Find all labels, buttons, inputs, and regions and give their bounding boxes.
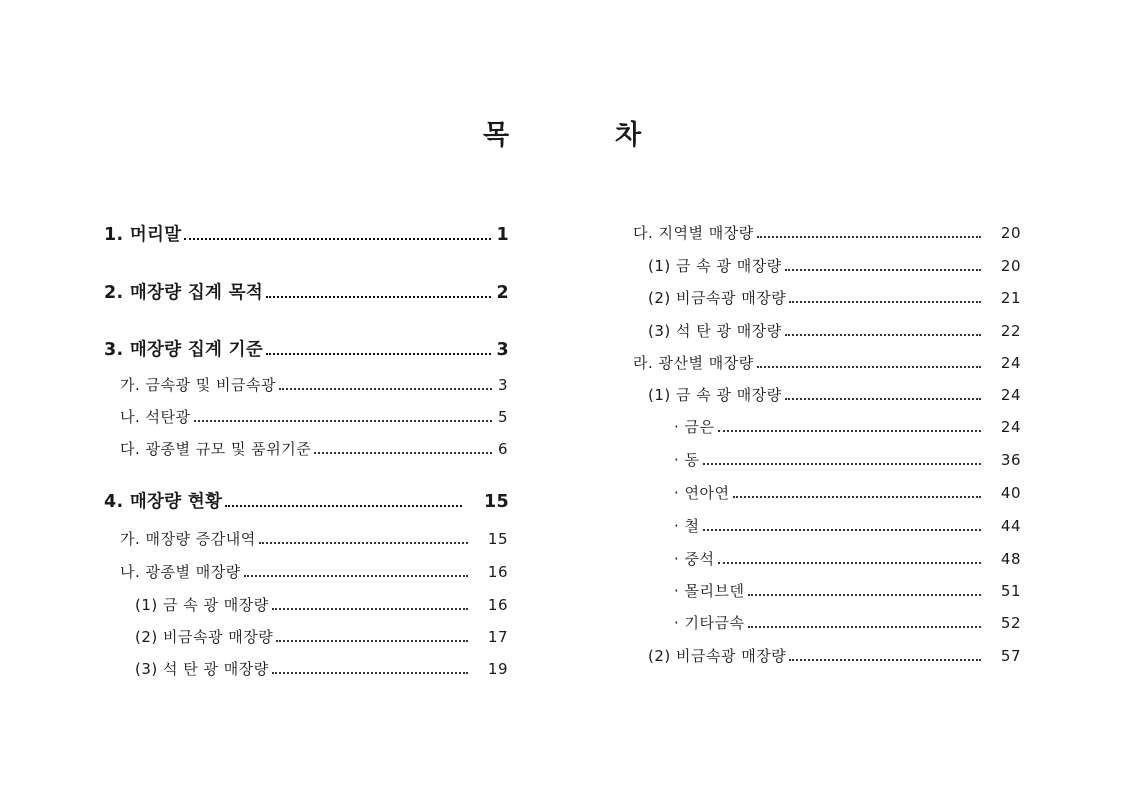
toc-entry-page: 20 [1000, 224, 1021, 242]
dot-leader [757, 236, 981, 238]
toc-entry-page: 15 [484, 492, 509, 512]
toc-entry-page: 21 [1000, 289, 1021, 307]
toc-entry-page: 2 [496, 283, 509, 303]
toc-entry-label: (2) 비금속광 매장량 [648, 647, 787, 665]
toc-entry-label: 다. 지역별 매장량 [633, 224, 754, 242]
toc-entry-page: 48 [1000, 550, 1021, 568]
dot-leader [789, 301, 981, 303]
dot-leader [703, 463, 981, 465]
toc-entry[interactable] [648, 645, 1021, 667]
toc-entry-page: 17 [487, 628, 508, 646]
toc-entry-label: 4. 매장량 현황 [104, 492, 223, 512]
toc-entry-label: · 동 [674, 451, 700, 469]
toc-entry-page: 40 [1000, 484, 1021, 502]
dot-leader [718, 430, 981, 432]
toc-entry-label: 가. 매장량 증감내역 [120, 530, 256, 548]
toc-entry[interactable] [674, 612, 1021, 634]
toc-entry[interactable] [633, 352, 1021, 374]
toc-entry-page: 3 [497, 376, 508, 394]
dot-leader [718, 562, 981, 564]
toc-entry-label: (1) 금 속 광 매장량 [648, 386, 782, 404]
toc-entry-page: 24 [1000, 354, 1021, 372]
toc-entry-page: 36 [1000, 451, 1021, 469]
dot-leader [733, 496, 981, 498]
toc-entry-label: · 금은 [674, 418, 715, 436]
toc-entry[interactable] [674, 580, 1021, 602]
dot-leader [703, 529, 981, 531]
toc-entry-label: (3) 석 탄 광 매장량 [135, 660, 269, 678]
toc-title-part-2: 차 [615, 120, 642, 151]
dot-leader [785, 398, 981, 400]
toc-entry-page: 5 [497, 408, 508, 426]
toc-entry-page: 15 [487, 530, 508, 548]
toc-entry-label: 다. 광종별 규모 및 품위기준 [120, 440, 312, 458]
toc-entry[interactable] [674, 482, 1021, 504]
toc-entry-page: 1 [496, 225, 509, 245]
toc-entry[interactable] [633, 222, 1021, 244]
toc-entry-page: 16 [487, 563, 508, 581]
toc-entry-label: 가. 금속광 및 비금속광 [120, 376, 276, 394]
dot-leader [789, 659, 981, 661]
toc-entry-label: · 철 [674, 517, 700, 535]
toc-entry-label: 3. 매장량 집계 기준 [104, 340, 264, 360]
toc-title-part-1: 목 [483, 120, 510, 151]
toc-entry-label: 라. 광산별 매장량 [633, 354, 754, 372]
toc-entry-page: 24 [1000, 386, 1021, 404]
toc-entry-page: 20 [1000, 257, 1021, 275]
toc-entry-label: · 기타금속 [674, 614, 745, 632]
toc-entry[interactable] [648, 287, 1021, 309]
toc-entry-label: 나. 석탄광 [120, 408, 191, 426]
toc-entry-label: 1. 머리말 [104, 225, 182, 245]
dot-leader [748, 594, 981, 596]
toc-entry-label: (3) 석 탄 광 매장량 [648, 322, 782, 340]
toc-entry-page: 6 [497, 440, 508, 458]
toc-entry-page: 57 [1000, 647, 1021, 665]
toc-entry-page: 51 [1000, 582, 1021, 600]
toc-entry[interactable] [674, 515, 1021, 537]
toc-entry[interactable] [648, 384, 1021, 406]
toc-entry-label: · 몰리브덴 [674, 582, 745, 600]
toc-entry[interactable] [648, 255, 1021, 277]
dot-leader [748, 626, 981, 628]
toc-entry-label: (2) 비금속광 매장량 [135, 628, 274, 646]
toc-entry-page: 3 [496, 340, 509, 360]
toc-entry-label: · 연아연 [674, 484, 730, 502]
toc-entry-label: (2) 비금속광 매장량 [648, 289, 787, 307]
dot-leader [785, 334, 981, 336]
dot-leader [757, 366, 981, 368]
toc-entry-page: 44 [1000, 517, 1021, 535]
toc-entry-page: 22 [1000, 322, 1021, 340]
toc-entry-page: 16 [487, 596, 508, 614]
toc-entry-page: 19 [487, 660, 508, 678]
toc-entry-page: 24 [1000, 418, 1021, 436]
dot-leader [785, 269, 981, 271]
toc-entry-label: · 중석 [674, 550, 715, 568]
toc-entry-page: 52 [1000, 614, 1021, 632]
toc-entry-label: (1) 금 속 광 매장량 [648, 257, 782, 275]
toc-entry[interactable] [674, 449, 1021, 471]
toc-entry-label: 나. 광종별 매장량 [120, 563, 241, 581]
toc-entry-label: 2. 매장량 집계 목적 [104, 283, 264, 303]
toc-entry-label: (1) 금 속 광 매장량 [135, 596, 269, 614]
toc-entry[interactable] [674, 548, 1021, 570]
toc-entry[interactable] [648, 320, 1021, 342]
toc-entry[interactable] [674, 416, 1021, 438]
